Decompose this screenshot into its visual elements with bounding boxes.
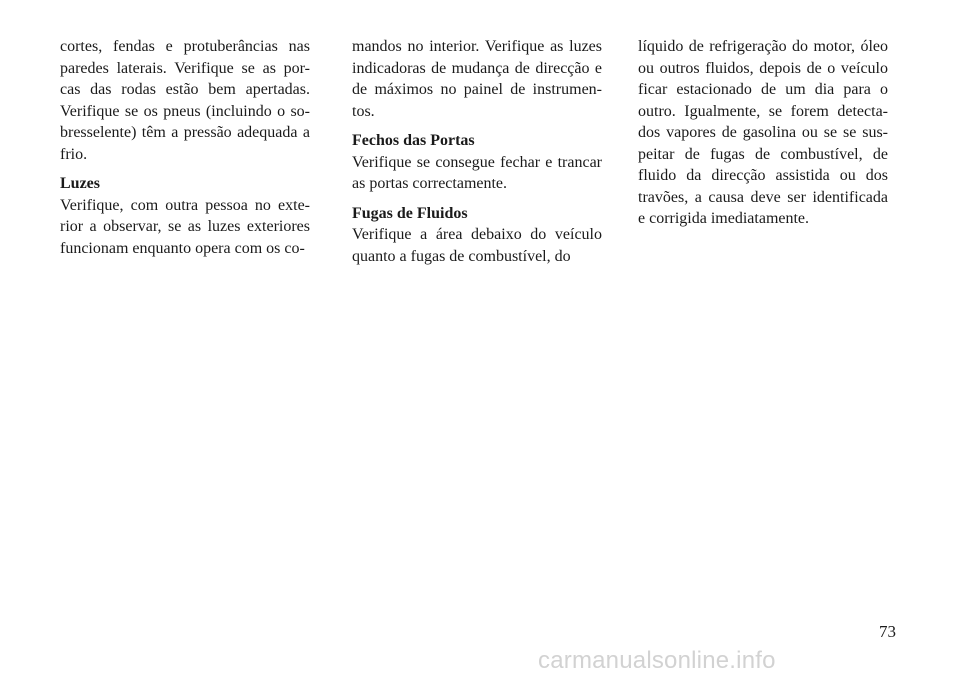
text-line: e corrigida imediatamente. [638,210,810,227]
text-line: as portas correctamente. [352,175,508,192]
body-paragraph [60,195,310,260]
section-heading: Luzes [60,175,100,192]
text-line: fluido da direcção assistida ou dos [638,167,888,184]
body-paragraph [352,36,602,122]
text-line: líquido de refrigeração do motor, óleo [638,38,888,55]
text-column-middle [352,36,602,267]
body-paragraph [352,224,602,267]
body-paragraph [60,36,310,165]
text-line: dos vapores de gasolina ou se se sus- [638,124,888,141]
text-line: travões, a causa deve ser identificada [638,188,888,206]
text-line: Verifique se consegue fechar e trancar [352,153,602,171]
section-heading: Fechos das Portas [352,132,475,149]
text-line: quanto a fugas de combustível, do [352,247,571,265]
text-line: frio. [60,145,88,163]
text-line: Verifique se os pneus (incluindo o so- [60,102,310,120]
text-line: ou outros fluidos, depois de o veículo [638,59,888,77]
text-line: cas das rodas estão bem apertadas. [60,81,310,98]
text-line: Verifique a área debaixo do veículo [352,226,602,243]
watermark-text: carmanualsonline.info [538,647,776,674]
text-line: de máximos no painel de instrumen- [352,81,602,98]
text-line: cortes, fendas e protuberâncias nas [60,38,310,55]
text-line: peitar de fugas de combustível, de [638,145,888,163]
text-line: funcionam enquanto opera com os co- [60,239,305,257]
text-line: Verifique, com outra pessoa no exte- [60,196,310,214]
page-number: 73 [879,622,896,641]
text-line: bresselente) têm a pressão adequada a [60,124,310,141]
text-line: indicadoras de mudança de direcção e [352,59,602,77]
text-line: tos. [352,102,375,120]
text-column-left [60,36,310,259]
text-line: paredes laterais. Verifique se as por- [60,59,310,77]
text-line: rior a observar, se as luzes exteriores [60,218,310,235]
body-paragraph [352,152,602,195]
text-line: outro. Igualmente, se forem detecta- [638,102,888,120]
body-paragraph [638,36,888,230]
text-column-right [638,36,888,230]
text-line: ficar estacionado de um dia para o [638,81,888,98]
section-heading: Fugas de Fluidos [352,204,468,222]
text-line: mandos no interior. Verifique as luzes [352,38,602,55]
